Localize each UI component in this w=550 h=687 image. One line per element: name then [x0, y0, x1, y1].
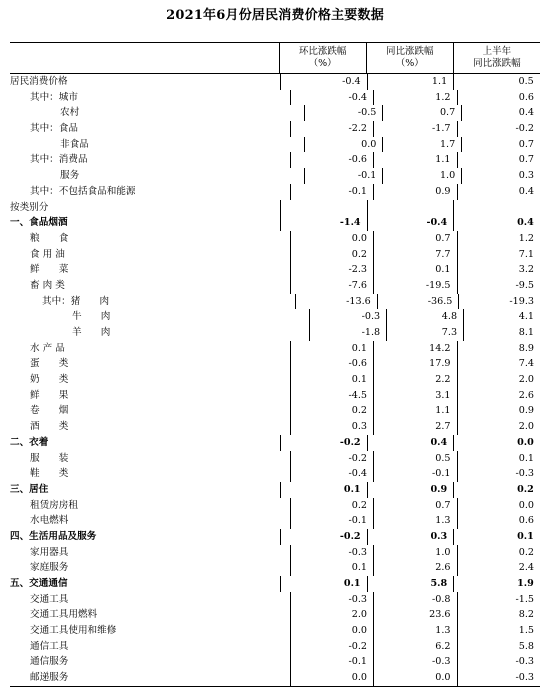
row-value-v1: 0.0 — [290, 231, 374, 247]
row-value-v1: -2.3 — [290, 262, 374, 278]
header-mom — [279, 43, 366, 73]
row-label: 其中：城市 — [30, 91, 78, 103]
header-mom-line1: 环比涨跌幅 — [298, 46, 347, 57]
row-value-v3: 0.0 — [457, 498, 541, 514]
row-value-v2: -0.4 — [367, 215, 454, 231]
row-value-v1: -0.3 — [309, 309, 386, 325]
row-value-v3: 0.1 — [457, 451, 541, 467]
table-row — [10, 168, 540, 184]
row-value-v3: -0.3 — [457, 466, 541, 482]
row-label: 家用器具 — [30, 546, 69, 558]
row-value-v1: 0.2 — [290, 403, 374, 419]
row-value-v2: 0.7 — [373, 498, 457, 514]
row-value-v3: 0.6 — [457, 513, 541, 529]
row-value-v1 — [280, 200, 367, 216]
table-row — [10, 325, 540, 341]
row-value-v2: 0.3 — [367, 529, 454, 545]
table-row — [10, 451, 540, 467]
row-value-v3: 2.0 — [457, 372, 541, 388]
table-row — [10, 121, 540, 137]
header-yoy-line1: 同比涨跌幅 — [386, 46, 434, 57]
table-row — [10, 388, 540, 404]
row-value-v1: -7.6 — [290, 278, 374, 294]
table-row — [10, 215, 540, 231]
row-value-v2: 0.7 — [373, 231, 457, 247]
row-value-v2: 1.0 — [373, 545, 457, 561]
row-label: 居民消费价格 — [10, 76, 68, 87]
header-half-year-line1: 上半年 — [482, 46, 512, 57]
row-value-v2: 1.1 — [367, 74, 454, 90]
row-value-v1: -1.8 — [309, 325, 386, 341]
row-value-v3: -19.3 — [458, 294, 540, 310]
row-label: 酒 类 — [30, 421, 69, 433]
table-row — [10, 152, 540, 168]
table-row — [10, 576, 540, 592]
row-value-v3: 2.6 — [457, 388, 541, 404]
table-row — [10, 309, 540, 325]
row-value-v2: 2.7 — [373, 419, 457, 435]
row-value-v1: -13.6 — [295, 294, 377, 310]
row-label: 粮 食 — [30, 232, 69, 244]
row-value-v1: 0.2 — [290, 247, 374, 263]
row-value-v1: -0.6 — [290, 356, 374, 372]
row-value-v3: 0.3 — [461, 168, 540, 184]
table-row — [10, 654, 540, 670]
row-value-v1: -0.1 — [290, 654, 374, 670]
row-value-v3: 0.0 — [453, 435, 540, 451]
row-value-v1: -0.2 — [290, 639, 374, 655]
row-value-v2: -36.5 — [377, 294, 459, 310]
row-label: 水 产 品 — [30, 342, 65, 354]
row-value-v2: -0.8 — [373, 592, 457, 608]
row-label: 其中：不包括食品和能源 — [30, 185, 136, 197]
row-value-v1: -4.5 — [290, 388, 374, 404]
table-row — [10, 372, 540, 388]
row-value-v3: 5.8 — [457, 639, 541, 655]
row-value-v1: 0.1 — [290, 372, 374, 388]
row-value-v2: 7.7 — [373, 247, 457, 263]
header-mom-line2: （%） — [308, 58, 337, 69]
row-value-v2: 0.7 — [382, 105, 461, 121]
row-label: 奶 类 — [30, 374, 69, 386]
row-value-v1: -0.3 — [290, 545, 374, 561]
table-row — [10, 607, 540, 623]
row-value-v3: 0.9 — [457, 403, 541, 419]
row-value-v3: 0.4 — [461, 105, 540, 121]
row-value-v2: 1.3 — [373, 623, 457, 639]
row-value-v3: 1.5 — [457, 623, 541, 639]
row-value-v1: 0.1 — [290, 560, 374, 576]
row-label: 邮递服务 — [30, 672, 69, 684]
row-value-v3: 0.6 — [457, 90, 541, 106]
table-row — [10, 498, 540, 514]
row-value-v1: -1.4 — [280, 215, 367, 231]
row-value-v2: 0.1 — [373, 262, 457, 278]
row-value-v1: 0.1 — [280, 576, 367, 592]
table-row — [10, 639, 540, 655]
row-label: 三、居住 — [10, 483, 49, 495]
row-value-v2: 0.5 — [373, 451, 457, 467]
row-value-v1: -2.2 — [290, 121, 374, 137]
row-value-v3: -0.3 — [457, 670, 541, 686]
row-value-v2: -0.3 — [373, 654, 457, 670]
header-yoy — [366, 43, 453, 73]
row-label: 二、衣着 — [10, 436, 49, 448]
header-label-column — [10, 43, 279, 73]
table-row — [10, 262, 540, 278]
row-value-v3: -1.5 — [457, 592, 541, 608]
row-label: 服务 — [60, 170, 80, 182]
row-value-v3: 8.9 — [457, 341, 541, 357]
row-value-v2: 3.1 — [373, 388, 457, 404]
row-value-v1: 0.2 — [290, 498, 374, 514]
table-row — [10, 184, 540, 200]
row-value-v3: 8.1 — [463, 325, 540, 341]
row-value-v3: 0.1 — [453, 529, 540, 545]
row-value-v3: 7.1 — [457, 247, 541, 263]
row-value-v2: 1.3 — [373, 513, 457, 529]
table-row — [10, 545, 540, 561]
table-row — [10, 670, 540, 687]
row-value-v2 — [367, 200, 454, 216]
header-yoy-line2: （%） — [395, 58, 424, 69]
row-value-v2: 0.9 — [373, 184, 457, 200]
row-value-v3: -9.5 — [457, 278, 541, 294]
table-row — [10, 592, 540, 608]
row-value-v3: 0.2 — [457, 545, 541, 561]
table-row — [10, 231, 540, 247]
row-label: 交通工具使用和维修 — [30, 625, 117, 637]
row-value-v1: -0.2 — [280, 435, 367, 451]
table-row — [10, 356, 540, 372]
row-label: 家庭服务 — [30, 562, 69, 574]
row-label: 牛 肉 — [72, 311, 111, 323]
data-table — [10, 42, 540, 687]
row-value-v2: 2.6 — [373, 560, 457, 576]
row-value-v2: 1.7 — [382, 137, 461, 153]
table-row — [10, 435, 540, 451]
row-label: 农村 — [60, 107, 80, 119]
table-row — [10, 278, 540, 294]
table-row — [10, 200, 540, 216]
row-label: 畜 肉 类 — [30, 279, 65, 291]
row-value-v1: 0.1 — [290, 341, 374, 357]
row-value-v1: 0.1 — [280, 482, 367, 498]
row-value-v1: -0.2 — [290, 451, 374, 467]
row-label: 其中：消费品 — [30, 154, 88, 166]
row-value-v3: 8.2 — [457, 607, 541, 623]
row-value-v1: -0.4 — [290, 90, 374, 106]
row-label: 羊 肉 — [72, 327, 111, 338]
row-value-v1: -0.5 — [304, 105, 383, 121]
row-label: 通信服务 — [30, 656, 69, 668]
row-value-v1: -0.1 — [290, 184, 374, 200]
row-value-v2: -19.5 — [373, 278, 457, 294]
row-value-v3: 2.0 — [457, 419, 541, 435]
row-value-v2: 7.3 — [386, 325, 463, 341]
row-value-v3: 4.1 — [463, 309, 540, 325]
table-row — [10, 294, 540, 310]
row-label: 非食品 — [60, 138, 89, 150]
table-row — [10, 466, 540, 482]
row-value-v2: 6.2 — [373, 639, 457, 655]
row-value-v3: 7.4 — [457, 356, 541, 372]
row-value-v3: 1.2 — [457, 231, 541, 247]
row-label: 鲜 菜 — [30, 264, 69, 276]
row-label: 鲜 果 — [30, 389, 69, 401]
table-row — [10, 137, 540, 153]
row-value-v2: 1.1 — [373, 152, 457, 168]
row-value-v1: 0.0 — [290, 670, 374, 686]
row-value-v1: -0.6 — [290, 152, 374, 168]
row-value-v2: -1.7 — [373, 121, 457, 137]
row-value-v1: 0.0 — [304, 137, 383, 153]
row-value-v2: 2.2 — [373, 372, 457, 388]
row-label: 五、交通通信 — [10, 578, 68, 589]
row-value-v2: 14.2 — [373, 341, 457, 357]
row-value-v1: -0.1 — [290, 513, 374, 529]
row-label: 鞋 类 — [30, 468, 69, 480]
page-title: 2021年6月份居民消费价格主要数据 — [166, 8, 384, 23]
row-value-v2: 1.0 — [382, 168, 461, 184]
row-value-v3: 1.9 — [453, 576, 540, 592]
row-value-v3: 3.2 — [457, 262, 541, 278]
table-row — [10, 341, 540, 357]
row-label: 四、生活用品及服务 — [10, 530, 97, 542]
table-body — [10, 74, 540, 687]
table-header — [10, 43, 540, 74]
row-value-v2: 4.8 — [386, 309, 463, 325]
row-value-v2: 17.9 — [373, 356, 457, 372]
row-label: 服 装 — [30, 452, 69, 464]
header-half-year — [453, 43, 540, 73]
row-value-v3: 0.4 — [453, 215, 540, 231]
row-value-v1: -0.2 — [280, 529, 367, 545]
table-row — [10, 560, 540, 576]
row-label: 食 用 油 — [30, 248, 65, 260]
row-label: 水电燃料 — [30, 515, 69, 527]
row-label: 交通工具用燃料 — [30, 609, 98, 621]
row-value-v1: -0.1 — [304, 168, 383, 184]
row-value-v2: -0.1 — [373, 466, 457, 482]
row-value-v2: 0.9 — [367, 482, 454, 498]
row-value-v1: -0.4 — [290, 466, 374, 482]
row-label: 按类别分 — [10, 201, 49, 213]
row-value-v3 — [453, 200, 540, 216]
row-value-v2: 0.0 — [373, 670, 457, 686]
row-label: 其中：食品 — [30, 123, 78, 135]
row-value-v1: -0.3 — [290, 592, 374, 608]
row-label: 卷 烟 — [30, 405, 69, 417]
row-value-v3: 0.7 — [461, 137, 540, 153]
row-label: 蛋 类 — [30, 358, 69, 370]
row-value-v3: 0.4 — [457, 184, 541, 200]
row-value-v2: 1.2 — [373, 90, 457, 106]
row-value-v2: 5.8 — [367, 576, 454, 592]
table-row — [10, 74, 540, 90]
row-value-v2: 0.4 — [367, 435, 454, 451]
row-value-v2: 1.1 — [373, 403, 457, 419]
table-row — [10, 513, 540, 529]
table-row — [10, 482, 540, 498]
row-value-v2: 23.6 — [373, 607, 457, 623]
row-value-v1: 2.0 — [290, 607, 374, 623]
row-value-v1: -0.4 — [280, 74, 367, 90]
row-value-v3: 0.7 — [457, 152, 541, 168]
row-value-v3: 0.5 — [453, 74, 540, 90]
row-label: 一、食品烟酒 — [10, 217, 68, 229]
row-value-v3: -0.2 — [457, 121, 541, 137]
row-value-v1: 0.0 — [290, 623, 374, 639]
table-row — [10, 403, 540, 419]
row-label: 通信工具 — [30, 640, 69, 652]
row-value-v3: 2.4 — [457, 560, 541, 576]
table-row — [10, 623, 540, 639]
row-value-v3: 0.2 — [453, 482, 540, 498]
table-row — [10, 419, 540, 435]
row-value-v3: -0.3 — [457, 654, 541, 670]
row-label: 租赁房房租 — [30, 499, 78, 511]
row-value-v1: 0.3 — [290, 419, 374, 435]
row-label: 交通工具 — [30, 593, 69, 605]
row-label: 其中：猪 肉 — [42, 295, 110, 307]
table-row — [10, 247, 540, 263]
table-row — [10, 529, 540, 545]
table-row — [10, 90, 540, 106]
header-half-year-line2: 同比涨跌幅 — [473, 58, 521, 69]
table-row — [10, 105, 540, 121]
